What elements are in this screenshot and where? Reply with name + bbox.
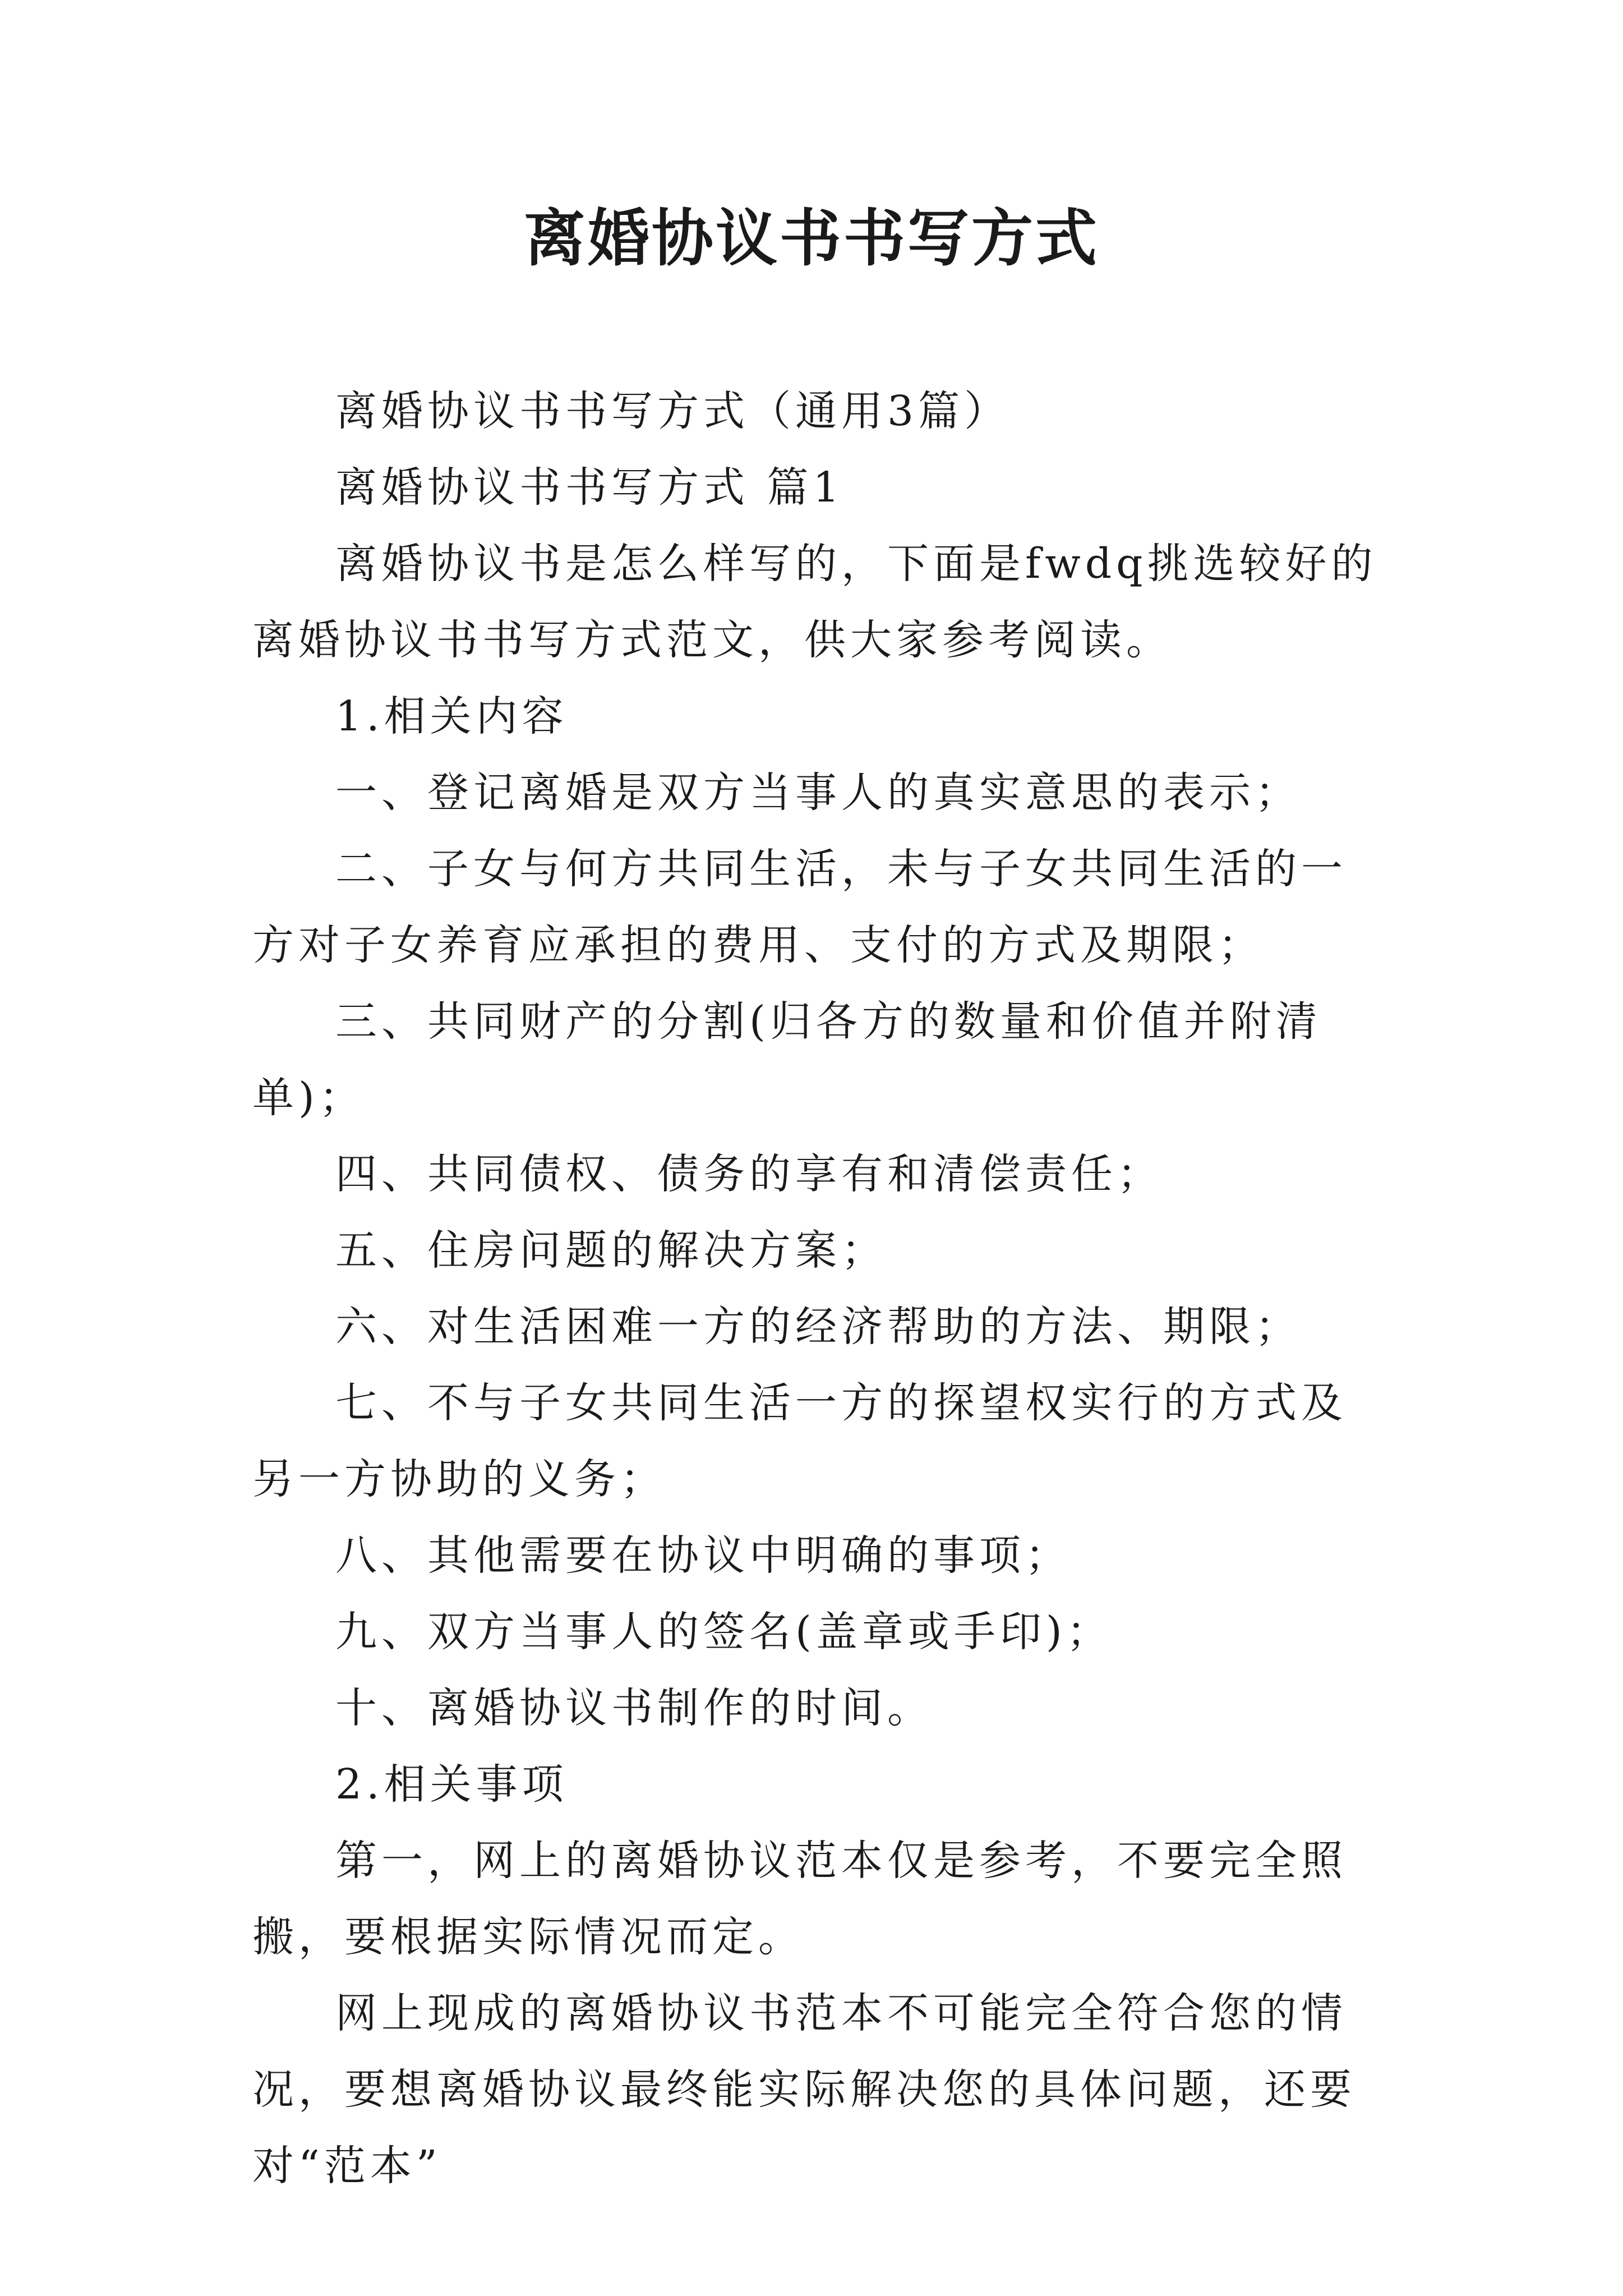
document-body (252, 373, 1391, 2204)
paragraph-template-note: 网上现成的离婚协议书范本不可能完全符合您的情况，要想离婚协议最终能实际解决您的具体问题，还要对“范本” (252, 1989, 1356, 2190)
list-item-4: 四、共同债权、债务的享有和清偿责任； (335, 1150, 1163, 1198)
paragraph-heading-related-matters: 2.相关事项 (335, 1760, 568, 1809)
list-item-9: 九、双方当事人的签名(盖章或手印)； (335, 1608, 1113, 1656)
document-title: 离婚协议书书写方式 (524, 202, 1099, 274)
list-item-5: 五、住房问题的解决方案； (335, 1226, 887, 1274)
paragraph-intro: 离婚协议书是怎么样写的，下面是fwdq挑选较好的离婚协议书书写方式范文，供大家参考阅读。 (252, 540, 1377, 664)
list-item-1: 一、登记离婚是双方当事人的真实意思的表示； (335, 769, 1301, 817)
list-item-7: 七、不与子女共同生活一方的探望权实行的方式及另一方协助的义务； (252, 1379, 1347, 1503)
paragraph-heading-related-content: 1.相关内容 (335, 692, 568, 740)
list-item-2: 二、子女与何方共同生活，未与子女共同生活的一方对子女养育应承担的费用、支付的方式及期限； (252, 845, 1347, 969)
list-item-8: 八、其他需要在协议中明确的事项； (335, 1531, 1071, 1580)
list-item-10: 十、离婚协议书制作的时间。 (335, 1684, 933, 1732)
paragraph-first-point: 第一，网上的离婚协议范本仅是参考，不要完全照搬，要根据实际情况而定。 (252, 1837, 1347, 1961)
paragraph-section-heading: 离婚协议书书写方式 篇1 (335, 463, 844, 512)
list-item-6: 六、对生活困难一方的经济帮助的方法、期限； (335, 1303, 1301, 1351)
list-item-3: 三、共同财产的分割(归各方的数量和价值并附清单)； (252, 997, 1322, 1122)
paragraph-subtitle: 离婚协议书书写方式（通用3篇） (335, 387, 1011, 435)
